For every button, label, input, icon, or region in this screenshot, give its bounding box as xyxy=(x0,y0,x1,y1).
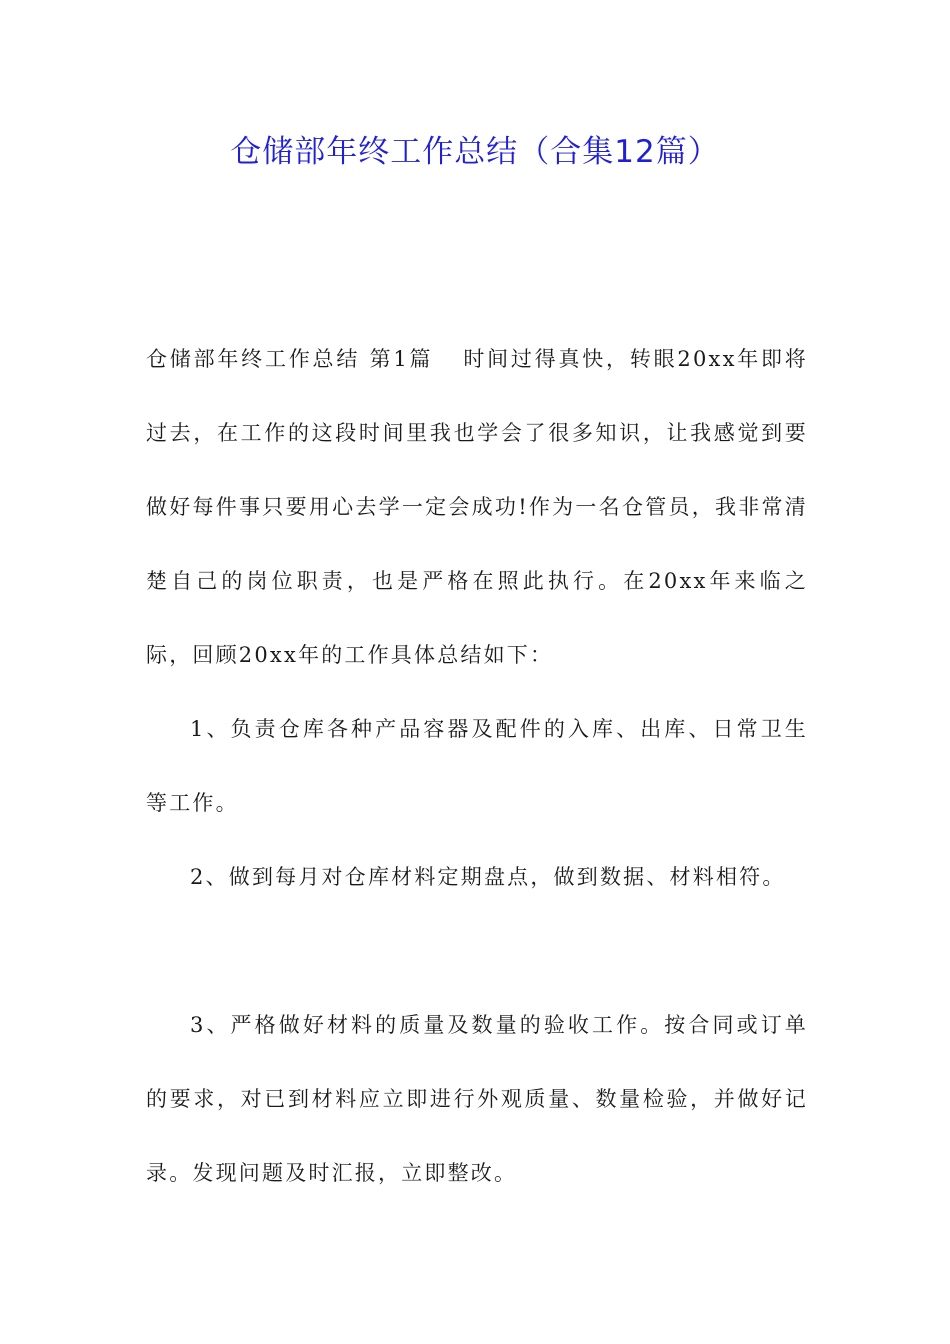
document-body xyxy=(146,322,808,1210)
list-item-3: 3、严格做好材料的质量及数量的验收工作。按合同或订单的要求，对已到材料应立即进行外观质量、数量检验，并做好记录。发现问题及时汇报，立即整改。 xyxy=(146,1013,808,1185)
paragraph-spacer xyxy=(146,914,808,988)
document-title: 仓储部年终工作总结（合集12篇） xyxy=(230,134,720,170)
list-item-1: 1、负责仓库各种产品容器及配件的入库、出库、日常卫生等工作。 xyxy=(146,717,808,815)
intro-text: 时间过得真快，转眼20xx年即将过去，在工作的这段时间里我也学会了很多知识，让我感觉到要做好每件事只要用心去学一定会成功!作为一名仓管员，我非常清楚自己的岗位职责，也是严格在照此执行。在20xx年来临之际，回顾20xx年的工作具体总结如下： xyxy=(146,347,808,667)
section-heading: 仓储部年终工作总结 第1篇 xyxy=(146,347,434,371)
list-item-2: 2、做到每月对仓库材料定期盘点，做到数据、材料相符。 xyxy=(190,865,786,889)
intro-paragraph xyxy=(146,322,808,692)
